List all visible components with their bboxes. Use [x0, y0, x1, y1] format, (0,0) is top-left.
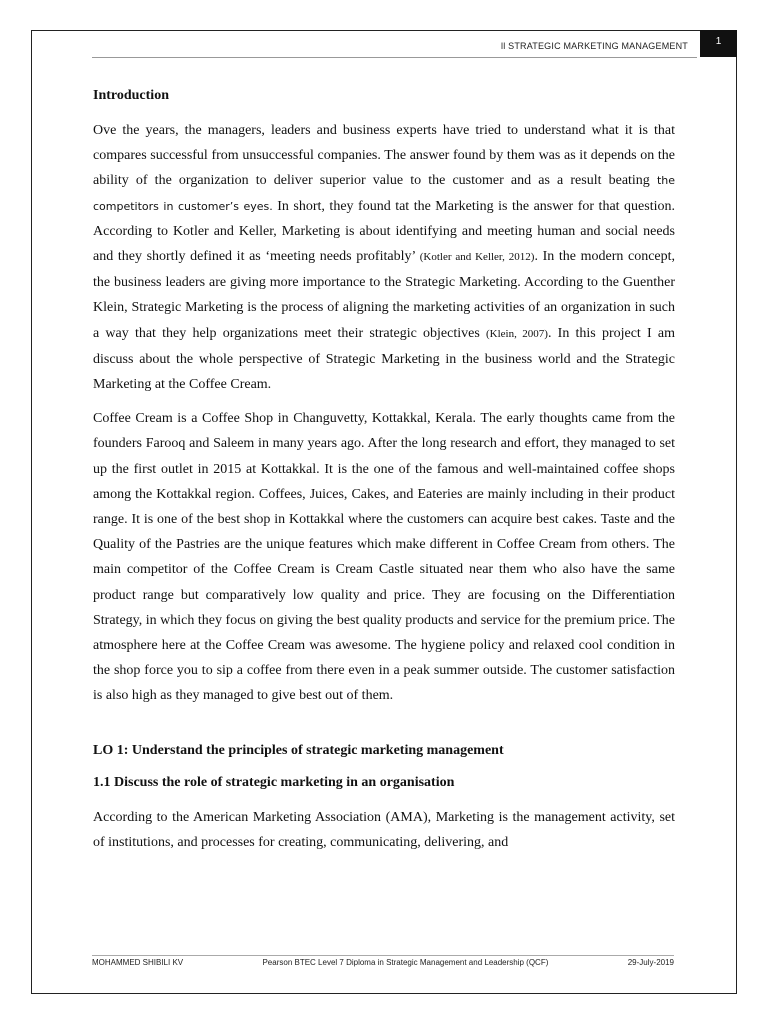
intro-paragraph-2: Coffee Cream is a Coffee Shop in Changuvetty, Kottakkal, Kerala. The early thoughts came from the founders Farooq and Saleem in many years ago. After the long research and effort, they managed to set up the first outlet in 2015 at Kottakkal. It is the one of the famous and well-maintained coffee shops among the Kottakkal region. Coffees, Juices, Cakes, and Eateries are mainly including in their product range. It is one of the best shop in Kottakkal where the customers can acquire best cakes. Taste and the Quality of the Pastries are the unique features which make different in Coffee Cream from others. The main competitor of the Coffee Cream is Cream Castle situated near them who also have the same product range but comparatively low quality and price. They are focusing on the Differentiation Strategy, in which they focus on giving the best quality products and service for the premium price. The atmosphere here at the Coffee Cream was awesome. The hygiene policy and relaxed cool condition in the shop force you to sip a coffee from there even in a peak summer outside. The customer satisfaction is also high as they managed to give best out of them. [93, 411, 675, 704]
footer-author: MOHAMMED SHIBILI KV [92, 958, 184, 967]
text-span: In short, they found tat the Marketing is the answer for that question. According to Kotler and Keller, Marketing is about identifying and meeting human and social needs and they shortly defined it as ‘meeting needs profitably’ [93, 198, 675, 265]
page-number: 1 [700, 30, 737, 57]
header-rule [92, 57, 697, 58]
text-span: . In this project I am discuss about the whole perspective of Strategic Marketing in the business world and the Strategic Marketing at the Coffee Cream. [93, 325, 675, 393]
footer-date: 29-July-2019 [627, 958, 674, 967]
footer-course: Pearson BTEC Level 7 Diploma in Strategic Management and Leadership (QCF) [262, 958, 549, 967]
section-1-1-heading: 1.1 Discuss the role of strategic marketing in an organisation [93, 774, 455, 790]
text-span: Ove the years, the managers, leaders and business experts have tried to understand what it is that compares successful from unsuccessful companies. The answer found by them was as it depends on the ability of the organization to deliver superior value to the customer and as a result beating [93, 123, 675, 189]
section-1-1-paragraph: According to the American Marketing Association (AMA), Marketing is the management activity, set of institutions, and processes for creating, communicating, delivering, and [93, 809, 675, 850]
running-header: ll STRATEGIC MARKETING MANAGEMENT [501, 41, 688, 51]
citation: (Kotler and Keller, 2012) [419, 251, 535, 264]
introduction-heading: Introduction [93, 88, 169, 103]
page-footer [92, 958, 674, 967]
document-body [93, 86, 675, 864]
intro-paragraph-1 [93, 118, 675, 397]
footer-rule [92, 955, 674, 956]
lo1-heading: LO 1: Understand the principles of strategic marketing management [93, 742, 504, 758]
citation: (Klein, 2007) [485, 327, 548, 340]
text-span: . In the modern concept, the business leaders are giving more importance to the Strategic Marketing. According to the Guenther Klein, Strategic Marketing is the process of aligning the marketing activities of an organization in such a way that they help organizations meet their strategic objectives [93, 249, 676, 341]
text-span-sans: the competitors in customer’s eyes. [93, 174, 675, 213]
